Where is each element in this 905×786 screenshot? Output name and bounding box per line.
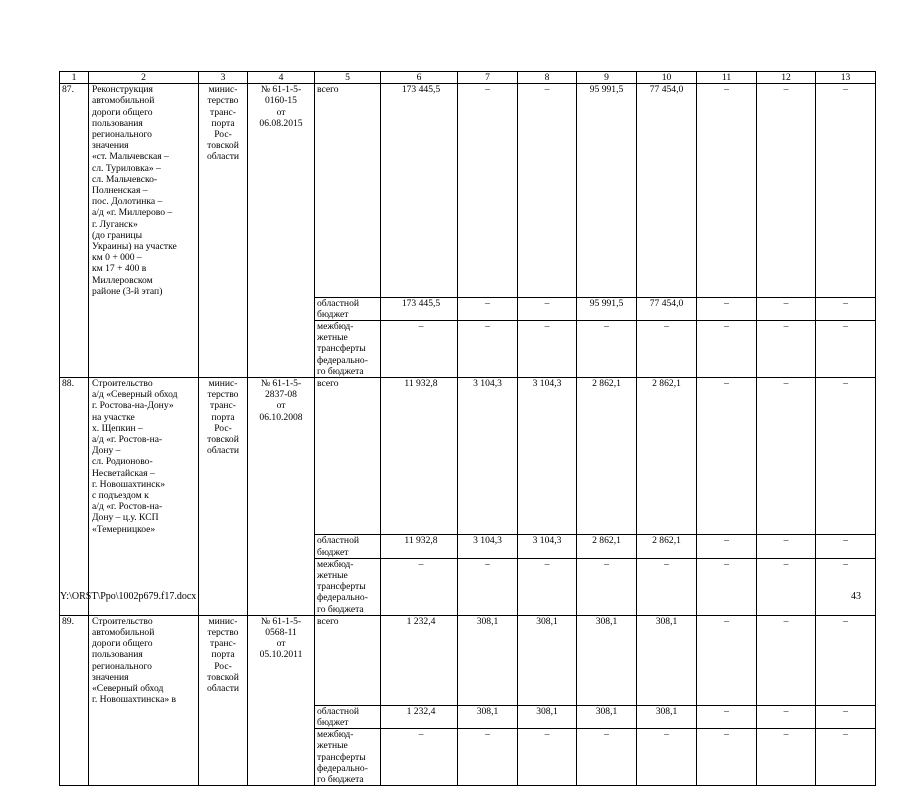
amount-cell: 308,1 (637, 615, 697, 705)
item-number (60, 320, 89, 377)
table-row (60, 84, 876, 297)
project-document (248, 297, 315, 320)
column-number-cell: 6 (381, 72, 458, 84)
funding-source: областной бюджет (315, 535, 381, 558)
amount-cell: – (816, 705, 876, 728)
amount-cell: 3 104,3 (518, 377, 577, 534)
amount-cell: 95 991,5 (577, 297, 637, 320)
item-number: 87. (60, 84, 89, 297)
amount-cell: 95 991,5 (577, 84, 637, 297)
amount-cell: 77 454,0 (637, 297, 697, 320)
amount-cell: – (458, 297, 518, 320)
amount-cell: 77 454,0 (637, 84, 697, 297)
project-document (248, 535, 315, 558)
amount-cell: 308,1 (577, 705, 637, 728)
funding-source: областной бюджет (315, 297, 381, 320)
amount-cell: 173 445,5 (381, 84, 458, 297)
amount-cell: – (518, 320, 577, 377)
project-document (248, 320, 315, 377)
amount-cell: – (757, 558, 816, 615)
responsible-org (199, 705, 248, 728)
amount-cell: – (757, 297, 816, 320)
amount-cell: – (816, 729, 876, 786)
amount-cell: 308,1 (637, 705, 697, 728)
amount-cell: – (577, 558, 637, 615)
amount-cell: – (816, 320, 876, 377)
amount-cell: – (757, 377, 816, 534)
amount-cell: – (697, 297, 757, 320)
amount-cell: – (816, 297, 876, 320)
table-row (60, 535, 876, 558)
responsible-org: минис- терство транс- порта Рос- товской области (199, 377, 248, 534)
amount-cell: 173 445,5 (381, 297, 458, 320)
amount-cell: – (816, 377, 876, 534)
project-document (248, 558, 315, 615)
object-name: Строительство автомобильной дороги общего пользования регионального значения «Северный обход г. Новошахтинска» в (89, 615, 199, 705)
responsible-org (199, 535, 248, 558)
column-number-cell: 9 (577, 72, 637, 84)
amount-cell: – (697, 729, 757, 786)
item-number (60, 297, 89, 320)
column-number-row (60, 72, 876, 84)
funding-source: межбюд- жетные трансферты федерально- го бюджета (315, 320, 381, 377)
item-number: 88. (60, 377, 89, 534)
object-name (89, 320, 199, 377)
amount-cell: – (381, 320, 458, 377)
page-number: 43 (851, 591, 861, 602)
amount-cell: – (381, 729, 458, 786)
table-row (60, 377, 876, 534)
column-number-cell: 4 (248, 72, 315, 84)
amount-cell: – (697, 84, 757, 297)
funding-source: областной бюджет (315, 705, 381, 728)
item-number (60, 558, 89, 615)
column-number-cell: 11 (697, 72, 757, 84)
amount-cell: – (697, 558, 757, 615)
amount-cell: – (757, 320, 816, 377)
amount-cell: – (518, 84, 577, 297)
project-document: № 61-1-5- 0568-11 от 05.10.2011 (248, 615, 315, 705)
column-number-cell: 5 (315, 72, 381, 84)
amount-cell: – (577, 729, 637, 786)
item-number (60, 535, 89, 558)
table-row (60, 297, 876, 320)
object-name (89, 535, 199, 558)
amount-cell: 308,1 (577, 615, 637, 705)
column-number-cell: 3 (199, 72, 248, 84)
amount-cell: – (458, 84, 518, 297)
responsible-org (199, 297, 248, 320)
column-number-cell: 13 (816, 72, 876, 84)
amount-cell: 3 104,3 (458, 535, 518, 558)
funding-source: всего (315, 84, 381, 297)
project-document (248, 705, 315, 728)
project-document: № 61-1-5- 0160-15 от 06.08.2015 (248, 84, 315, 297)
amount-cell: 2 862,1 (637, 377, 697, 534)
column-number-cell: 10 (637, 72, 697, 84)
amount-cell: 3 104,3 (458, 377, 518, 534)
amount-cell: – (816, 535, 876, 558)
responsible-org (199, 729, 248, 786)
amount-cell: – (757, 705, 816, 728)
object-name (89, 297, 199, 320)
amount-cell: – (637, 320, 697, 377)
budget-table (59, 71, 876, 786)
amount-cell: – (757, 615, 816, 705)
amount-cell: 308,1 (518, 705, 577, 728)
item-number (60, 705, 89, 728)
item-number (60, 729, 89, 786)
object-name: Реконструкция автомобильной дороги общего пользования регионального значения «ст. Мальчевская – сл. Туриловка» – сл. Мальчевско- Полненская – пос. Долотинка – а/д «г. Миллерово – г. Луганск» (до границы Украины) на участке км 0 + 000 – км 17 + 400 в Миллеровском районе (3-й этап) (89, 84, 199, 297)
amount-cell: – (697, 535, 757, 558)
amount-cell: 2 862,1 (577, 377, 637, 534)
amount-cell: – (577, 320, 637, 377)
funding-source: межбюд- жетные трансферты федерально- го бюджета (315, 729, 381, 786)
amount-cell: – (697, 377, 757, 534)
responsible-org: минис- терство транс- порта Рос- товской области (199, 615, 248, 705)
object-name (89, 729, 199, 786)
table-row (60, 320, 876, 377)
amount-cell: – (697, 320, 757, 377)
amount-cell: 308,1 (518, 615, 577, 705)
amount-cell: 1 232,4 (381, 705, 458, 728)
amount-cell: 11 932,8 (381, 535, 458, 558)
project-document (248, 729, 315, 786)
amount-cell: – (757, 84, 816, 297)
item-number: 89. (60, 615, 89, 705)
column-number-cell: 12 (757, 72, 816, 84)
amount-cell: – (816, 558, 876, 615)
object-name (89, 558, 199, 615)
funding-source: всего (315, 377, 381, 534)
column-number-cell: 7 (458, 72, 518, 84)
table-row (60, 729, 876, 786)
column-number-cell: 2 (89, 72, 199, 84)
amount-cell: – (637, 729, 697, 786)
amount-cell: – (697, 705, 757, 728)
amount-cell: – (757, 535, 816, 558)
object-name (89, 705, 199, 728)
footer-file-path: Y:\ORST\Ppo\1002p679.f17.docx (60, 591, 197, 602)
amount-cell: – (816, 84, 876, 297)
object-name: Строительство а/д «Северный обход г. Ростова-на-Дону» на участке х. Щепкин – а/д «г. Ростов-на- Дону – сл. Родионово- Несветайская – г. Новошахтинск» с подъездом к а/д «г. Ростов-на- Дону – ц.у. КСП «Темерницкое» (89, 377, 199, 534)
amount-cell: 2 862,1 (637, 535, 697, 558)
responsible-org (199, 320, 248, 377)
amount-cell: – (458, 729, 518, 786)
amount-cell: – (816, 615, 876, 705)
amount-cell: – (381, 558, 458, 615)
amount-cell: 308,1 (458, 705, 518, 728)
amount-cell: – (518, 729, 577, 786)
amount-cell: 308,1 (458, 615, 518, 705)
table-row (60, 615, 876, 705)
amount-cell: 11 932,8 (381, 377, 458, 534)
amount-cell: – (637, 558, 697, 615)
amount-cell: 1 232,4 (381, 615, 458, 705)
funding-source: всего (315, 615, 381, 705)
amount-cell: – (757, 729, 816, 786)
project-document: № 61-1-5- 2837-08 от 06.10.2008 (248, 377, 315, 534)
column-number-cell: 8 (518, 72, 577, 84)
amount-cell: 3 104,3 (518, 535, 577, 558)
responsible-org (199, 558, 248, 615)
amount-cell: – (518, 558, 577, 615)
amount-cell: – (697, 615, 757, 705)
amount-cell: – (458, 320, 518, 377)
amount-cell: 2 862,1 (577, 535, 637, 558)
table-row (60, 705, 876, 728)
column-number-cell: 1 (60, 72, 89, 84)
amount-cell: – (518, 297, 577, 320)
table-row (60, 558, 876, 615)
amount-cell: – (458, 558, 518, 615)
responsible-org: минис- терство транс- порта Рос- товской области (199, 84, 248, 297)
funding-source: межбюд- жетные трансферты федерально- го бюджета (315, 558, 381, 615)
